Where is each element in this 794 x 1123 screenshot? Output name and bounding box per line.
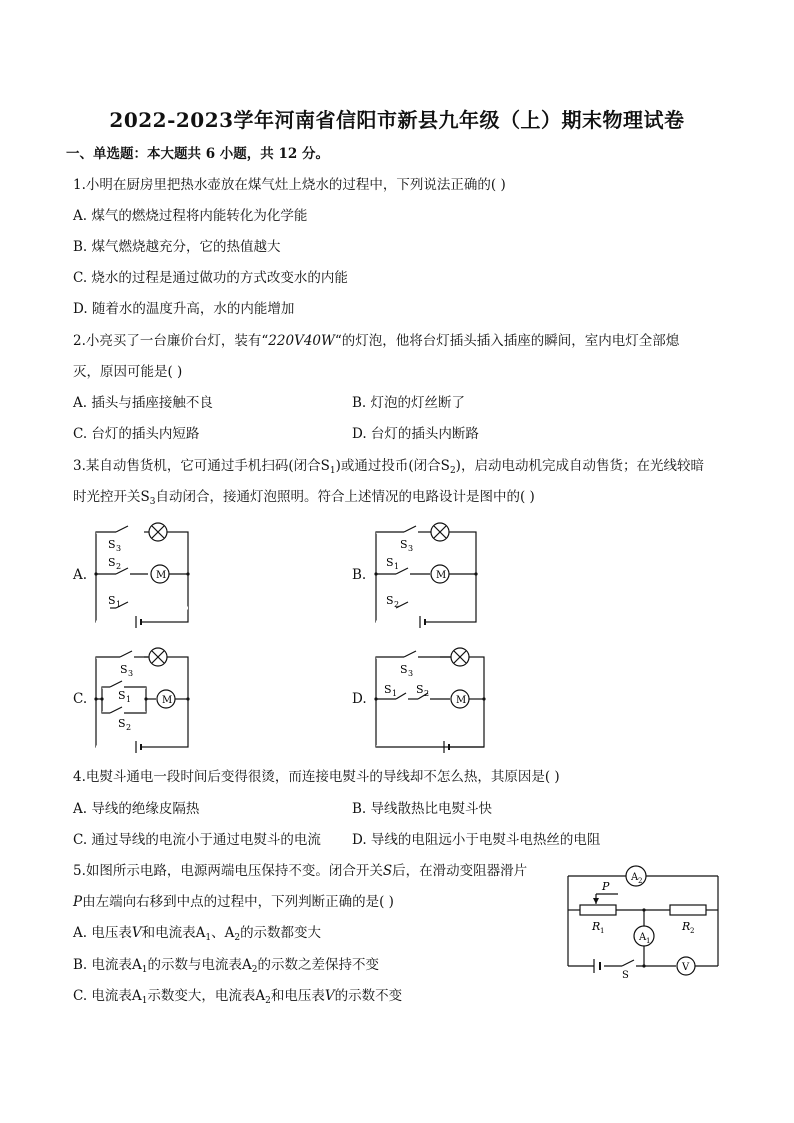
svg-text:2: 2 [638,877,643,885]
q3-stem-cont: 时光控开关$S_3$自动闭合，接通灯泡照明。符合上述情况的电路设计是图中的( ) [73,489,535,507]
circuit-a-label: A. [73,567,88,583]
svg-text:1: 1 [116,600,122,609]
q2-stem-cont: 灭，原因可能是( ) [73,364,183,380]
q2-stem: 2.小亮买了一台廉价台灯，装有“220V40W“的灯泡，他将台灯插头插入插座的瞬间，室内电灯全部熄 [73,333,680,349]
q4-stem: 4.电熨斗通电一段时间后变得很烫，而连接电熨斗的导线却不怎么热，其原因是( ) [73,769,560,785]
svg-text:2: 2 [116,562,122,571]
svg-text:R: R [682,920,691,933]
q2-option-d: D. 台灯的插头内断路 [352,426,479,442]
q2-option-b: B. 灯泡的灯丝断了 [352,395,466,411]
svg-text:M: M [436,570,447,581]
svg-text:S: S [400,538,408,551]
svg-text:2: 2 [690,927,695,935]
svg-text:1: 1 [646,937,651,945]
svg-text:R: R [592,920,601,933]
circuit-c-label: C. [73,691,88,707]
circuit-d-label: D. [352,691,367,707]
svg-text:M: M [162,695,173,706]
q4-option-a: A. 导线的绝缘皮隔热 [73,801,200,817]
q1-option-a: A. 煤气的燃烧过程将内能转化为化学能 [73,208,308,224]
svg-text:2: 2 [424,689,430,698]
svg-text:S: S [108,538,116,551]
svg-text:S: S [622,970,629,978]
q5-option-c: C. 电流表$A_1$示数变大，电流表$A_2$和电压表V的示数不变 [73,988,403,1006]
svg-text:M: M [156,570,167,581]
svg-text:1: 1 [392,689,398,698]
svg-text:S: S [118,689,126,702]
svg-text:S: S [386,556,394,569]
svg-text:S: S [118,717,126,730]
q5-option-b: B. 电流表$A_1$的示数与电流表$A_2$的示数之差保持不变 [73,957,379,975]
svg-text:3: 3 [408,544,414,553]
circuit-d-diagram [360,643,490,755]
svg-text:3: 3 [128,669,134,678]
svg-text:A: A [631,872,639,883]
svg-text:S: S [386,594,394,607]
circuit-b-diagram [360,518,490,630]
svg-text:S: S [108,556,116,569]
svg-text:3: 3 [116,544,122,553]
q5-stem: 5.如图所示电路，电源两端电压保持不变。闭合开关S后，在滑动变阻器滑片 [73,863,528,879]
q4-option-d: D. 导线的电阻远小于电熨斗电热丝的电阻 [352,832,601,848]
q2-option-a: A. 插头与插座接触不良 [73,395,213,411]
page-title: 2022-2023学年河南省信阳市新县九年级（上）期末物理试卷 [109,108,685,132]
q2-option-c: C. 台灯的插头内短路 [73,426,200,442]
circuit-a-diagram [80,518,200,630]
q1-option-c: C. 烧水的过程是通过做功的方式改变水的内能 [73,270,348,286]
q4-option-c: C. 通过导线的电流小于通过电熨斗的电流 [73,832,321,848]
q5-option-a: A. 电压表V和电流表$A_1$、$A_2$的示数都变大 [73,925,322,943]
svg-text:S: S [400,663,408,676]
q1-option-d: D. 随着水的温度升高，水的内能增加 [73,301,295,317]
svg-text:1: 1 [394,562,400,571]
svg-text:1: 1 [126,695,132,704]
q5-stem-cont: P由左端向右移到中点的过程中，下列判断正确的是( ) [73,894,394,910]
svg-text:P: P [602,880,610,893]
svg-text:V: V [682,962,690,973]
q3-stem: 3.某自动售货机，它可通过手机扫码(闭合$S_1$)或通过投币(闭合$S_2$)，启动电动机完成自动售货；在光线较暗 [73,458,704,476]
svg-text:M: M [456,695,467,706]
svg-text:S: S [120,663,128,676]
svg-text:2: 2 [126,723,132,732]
q1-option-b: B. 煤气燃烧越充分，它的热值越大 [73,239,281,255]
section-heading: 一、单选题：本大题共 6 小题，共 12 分。 [66,146,329,162]
q1-stem: 1.小明在厨房里把热水壶放在煤气灶上烧水的过程中，下列说法正确的( ) [73,177,506,193]
circuit-b-label: B. [352,567,367,583]
svg-text:S: S [384,683,392,696]
circuit-c-diagram [80,643,200,755]
svg-text:S: S [108,594,116,607]
svg-text:3: 3 [408,669,414,678]
q4-option-b: B. 导线散热比电熨斗快 [352,801,493,817]
svg-text:S: S [416,683,424,696]
q5-circuit-diagram [560,860,730,978]
svg-text:A: A [639,932,647,943]
svg-text:1: 1 [600,927,605,935]
svg-text:2: 2 [394,600,400,609]
